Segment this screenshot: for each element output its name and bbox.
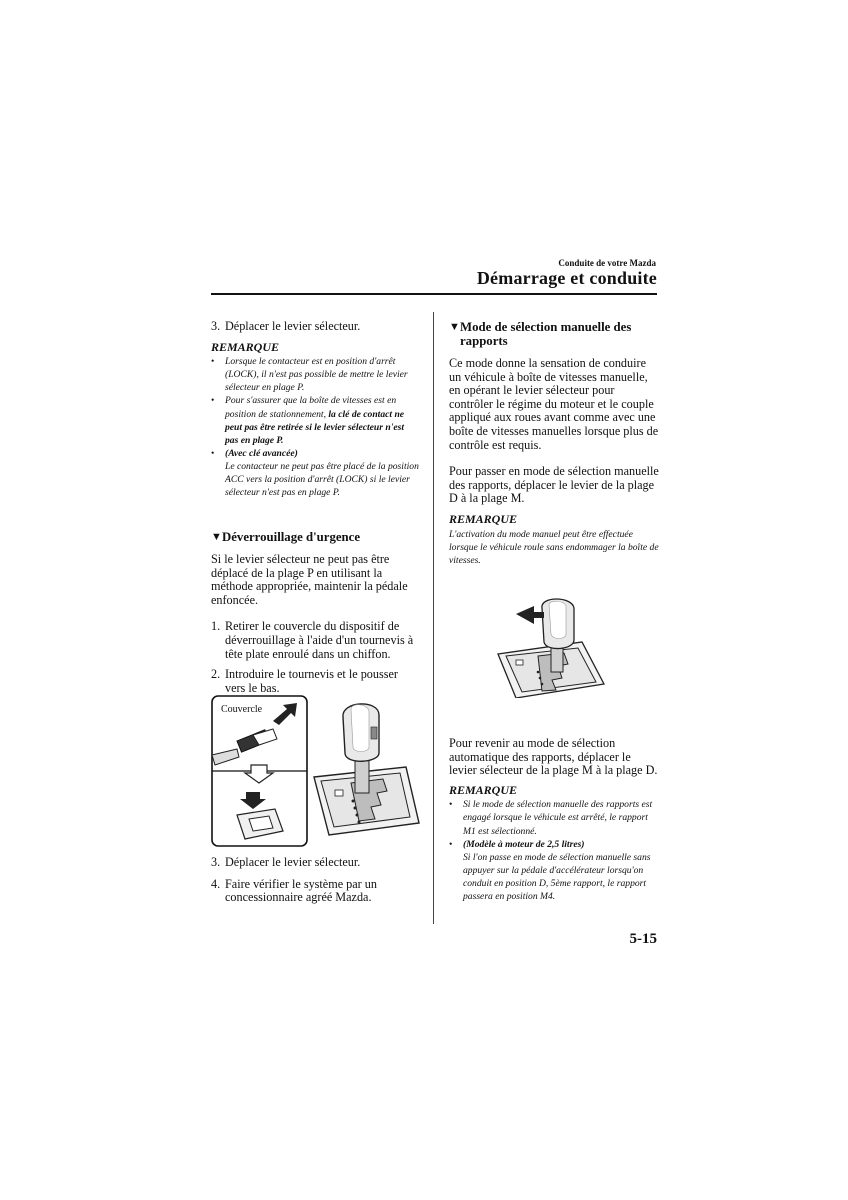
steps-after-figure <box>211 856 419 905</box>
right-column-bottom <box>449 737 659 903</box>
remark-list <box>449 798 659 903</box>
remark-heading: REMARQUE <box>449 782 518 797</box>
step-4 <box>211 878 419 905</box>
remark-bullet <box>211 447 419 499</box>
remark-heading: REMARQUE <box>449 511 518 526</box>
manual-shift-figure <box>494 598 606 698</box>
figure-label-couvercle: Couvercle <box>221 704 263 715</box>
step-3-top <box>211 320 419 334</box>
remark-text-plain: Pour s'assurer que la boîte de vitesses est en position de stationnement, <box>225 395 397 420</box>
remark-text <box>225 447 419 499</box>
step-text: Déplacer le levier sélecteur. <box>225 319 361 333</box>
triangle-icon: ▼ <box>211 531 222 543</box>
arrow-left-icon <box>516 606 544 624</box>
section-title-text: Mode de sélection manuelle des rapports <box>460 320 632 348</box>
remark-heading: REMARQUE <box>211 339 280 354</box>
step-number: 3. <box>211 855 221 869</box>
triangle-icon: ▼ <box>449 321 460 333</box>
step-text: Faire vérifier le système par un concessionnaire agréé Mazda. <box>225 876 377 905</box>
paragraph-2: Pour passer en mode de sélection manuelle des rapports, déplacer le levier de la plage D à la plage M. <box>449 464 659 506</box>
section-unlock <box>211 530 419 695</box>
section-intro: Si le levier sélecteur ne peut pas être déplacé de la plage P en utilisant la méthode appropriée, maintenir la pédale enfoncée. <box>211 552 408 607</box>
paragraph-3: Pour revenir au mode de sélection automatique des rapports, déplacer le levier sélecteur de la plage M à la plage D. <box>449 736 658 778</box>
section-title <box>211 530 419 544</box>
remark-list <box>211 355 419 499</box>
step-number: 4. <box>211 876 221 891</box>
header-rule <box>211 293 657 295</box>
bullet-icon: • <box>449 799 453 811</box>
section-label: Conduite de votre Mazda <box>558 258 656 268</box>
remark-text-bold: (Avec clé avancée) <box>225 447 298 459</box>
bullet-icon: • <box>211 447 215 459</box>
chapter-title: Démarrage et conduite <box>476 268 657 288</box>
remark-bullet <box>449 838 659 903</box>
step-1 <box>211 620 419 661</box>
step-text: Déplacer le levier sélecteur. <box>225 855 361 869</box>
inset-box <box>212 696 307 846</box>
remark-bullet <box>449 798 659 837</box>
bullet-icon: • <box>449 838 453 850</box>
step-2 <box>211 668 419 695</box>
paragraph-1: Ce mode donne la sensation de conduire un véhicule à boîte de vitesses manuelle, en opérant le levier sélecteur pour contrôler le régime du moteur et le couple appliqué aux roues avant comme avec une boîte de vitesses manuelles lorsque plus de contrôle est requis. <box>449 356 659 452</box>
remark-bullet <box>211 394 419 446</box>
step-3 <box>211 856 419 870</box>
remark-text: L'activation du mode manuel peut être effectuée lorsque le véhicule roule sans endommager la boîte de vitesses. <box>449 528 659 566</box>
page-number: 5-15 <box>629 931 657 947</box>
column-divider <box>433 312 434 924</box>
remark-text: Lorsque le contacteur est en position d'arrêt (LOCK), il n'est pas possible de mettre le levier sélecteur en plage P. <box>225 356 408 394</box>
remark-text-bold: la clé de contact ne peut pas être retirée si le levier sélecteur n'est pas en plage P. <box>225 408 405 446</box>
step-text: Introduire le tournevis et le pousser vers le bas. <box>225 667 398 695</box>
remark-bullet <box>211 355 419 394</box>
remark-text: Si le mode de sélection manuelle des rapports est engagé lorsque le véhicule est arrêté, le rapport M1 est sélectionné. <box>463 799 653 837</box>
step-number: 2. <box>211 667 221 682</box>
remark-text-plain: Le contacteur ne peut pas être placé de la position ACC vers la position d'arrêt (LOCK) si le levier sélecteur n'est pas en plage P. <box>225 460 419 499</box>
remark-text-bold: (Modèle à moteur de 2,5 litres) <box>463 838 585 850</box>
section-manual <box>449 320 659 567</box>
remark-text <box>463 838 659 903</box>
bullet-icon: • <box>211 356 215 368</box>
step-text: Retirer le couvercle du dispositif de déverrouillage à l'aide d'un tournevis à tête plate enroulé dans un chiffon. <box>225 619 414 661</box>
step-number: 1. <box>211 619 221 634</box>
emergency-release-figure <box>211 695 426 848</box>
section-title-text: Déverrouillage d'urgence <box>222 530 361 544</box>
remark-text-plain: Si l'on passe en mode de sélection manuelle sans appuyer sur la pédale d'accélérateur lorsqu'on conduit en position D, 5ème rapport, le rapport passera en position M4. <box>463 851 651 903</box>
step-number: 3. <box>211 319 221 333</box>
remark-text <box>225 394 419 446</box>
bullet-icon: • <box>211 395 215 407</box>
left-column-top <box>211 320 419 499</box>
section-title <box>449 320 659 348</box>
